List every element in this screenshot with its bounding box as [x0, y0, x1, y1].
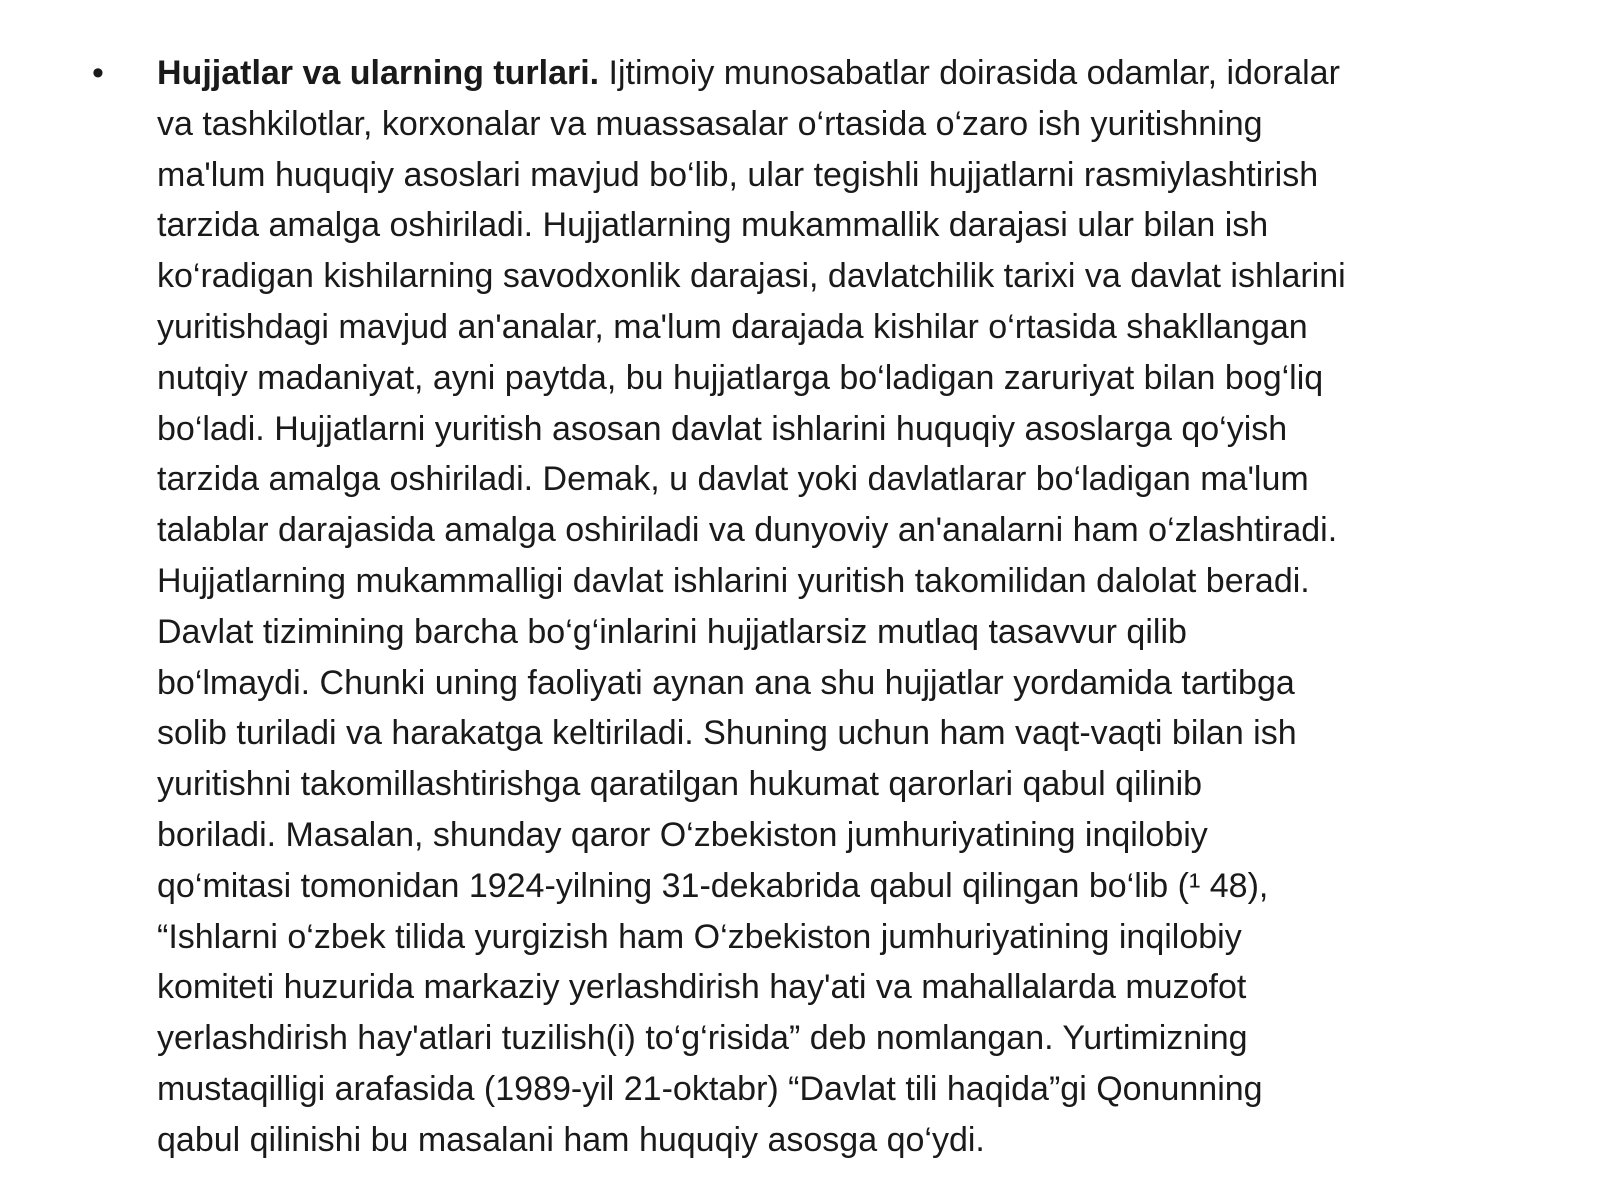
paragraph-line: “Ishlarni o‘zbek tilida yurgizish ham O‘zbekiston jumhuriyatining inqilobiy: [157, 917, 1242, 956]
paragraph-line: bo‘ladi. Hujjatlarni yuritish asosan davlat ishlarini huquqiy asoslarga qo‘yish: [157, 409, 1288, 448]
paragraph-line: ko‘radigan kishilarning savodxonlik darajasi, davlatchilik tarixi va davlat ishlarini: [157, 257, 1346, 296]
text-line-1: [157, 48, 1552, 99]
paragraph-line: talablar darajasida amalga oshiriladi va dunyoviy an'analarni ham o‘zlashtiradi.: [157, 511, 1338, 550]
paragraph-line: bo‘lmaydi. Chunki uning faoliyati aynan ana shu hujjatlar yordamida tartibga: [157, 663, 1295, 702]
paragraph-line: yerlashdirish hay'atlari tuzilish(i) to‘g‘risida” deb nomlangan. Yurtimizning: [157, 1019, 1248, 1058]
section-heading: Hujjatlar va ularning turlari.: [157, 54, 600, 92]
paragraph-line: mustaqilligi arafasida (1989-yil 21-oktabr) “Davlat tili haqida”gi Qonunning: [157, 1069, 1263, 1108]
bullet-marker: •: [92, 54, 104, 92]
paragraph-line: boriladi. Masalan, shunday qaror O‘zbekiston jumhuriyatining inqilobiy: [157, 815, 1208, 854]
paragraph-line: qabul qilinishi bu masalani ham huquqiy asosga qo‘ydi.: [157, 1120, 985, 1159]
paragraph-line: nutqiy madaniyat, ayni paytda, bu hujjatlarga bo‘ladigan zaruriyat bilan bog‘liq: [157, 358, 1324, 397]
paragraph-line: Ijtimoiy munosabatlar doirasida odamlar, idoralar: [599, 54, 1340, 92]
paragraph-line: solib turiladi va harakatga keltiriladi. Shuning uchun ham vaqt-vaqti bilan ish: [157, 714, 1297, 753]
paragraph-line: va tashkilotlar, korxonalar va muassasalar o‘rtasida o‘zaro ish yuritishning: [157, 104, 1263, 143]
bullet-list: [92, 48, 1552, 1166]
paragraph-line: yuritishdagi mavjud an'analar, ma'lum darajada kishilar o‘rtasida shakllangan: [157, 307, 1308, 346]
paragraph-line: komiteti huzurida markaziy yerlashdirish hay'ati va mahallalarda muzofot: [157, 968, 1247, 1007]
paragraph-line: qo‘mitasi tomonidan 1924-yilning 31-dekabrida qabul qilingan bo‘lib (¹ 48),: [157, 866, 1269, 905]
paragraph-line: Hujjatlarning mukammalligi davlat ishlarini yuritish takomilidan dalolat beradi.: [157, 561, 1310, 600]
paragraph-line: yuritishni takomillashtirishga qaratilgan hukumat qarorlari qabul qilinib: [157, 765, 1203, 804]
paragraph-line: tarzida amalga oshiriladi. Demak, u davlat yoki davlatlarar bo‘ladigan ma'lum: [157, 460, 1309, 499]
paragraph-line: tarzida amalga oshiriladi. Hujjatlarning mukammallik darajasi ular bilan ish: [157, 206, 1269, 245]
bullet-item: [92, 48, 1552, 1166]
paragraph-line: ma'lum huquqiy asoslari mavjud bo‘lib, ular tegishli hujjatlarni rasmiylashtirish: [157, 155, 1319, 194]
paragraph-line: Davlat tizimining barcha bo‘g‘inlarini hujjatlarsiz mutlaq tasavvur qilib: [157, 612, 1187, 651]
